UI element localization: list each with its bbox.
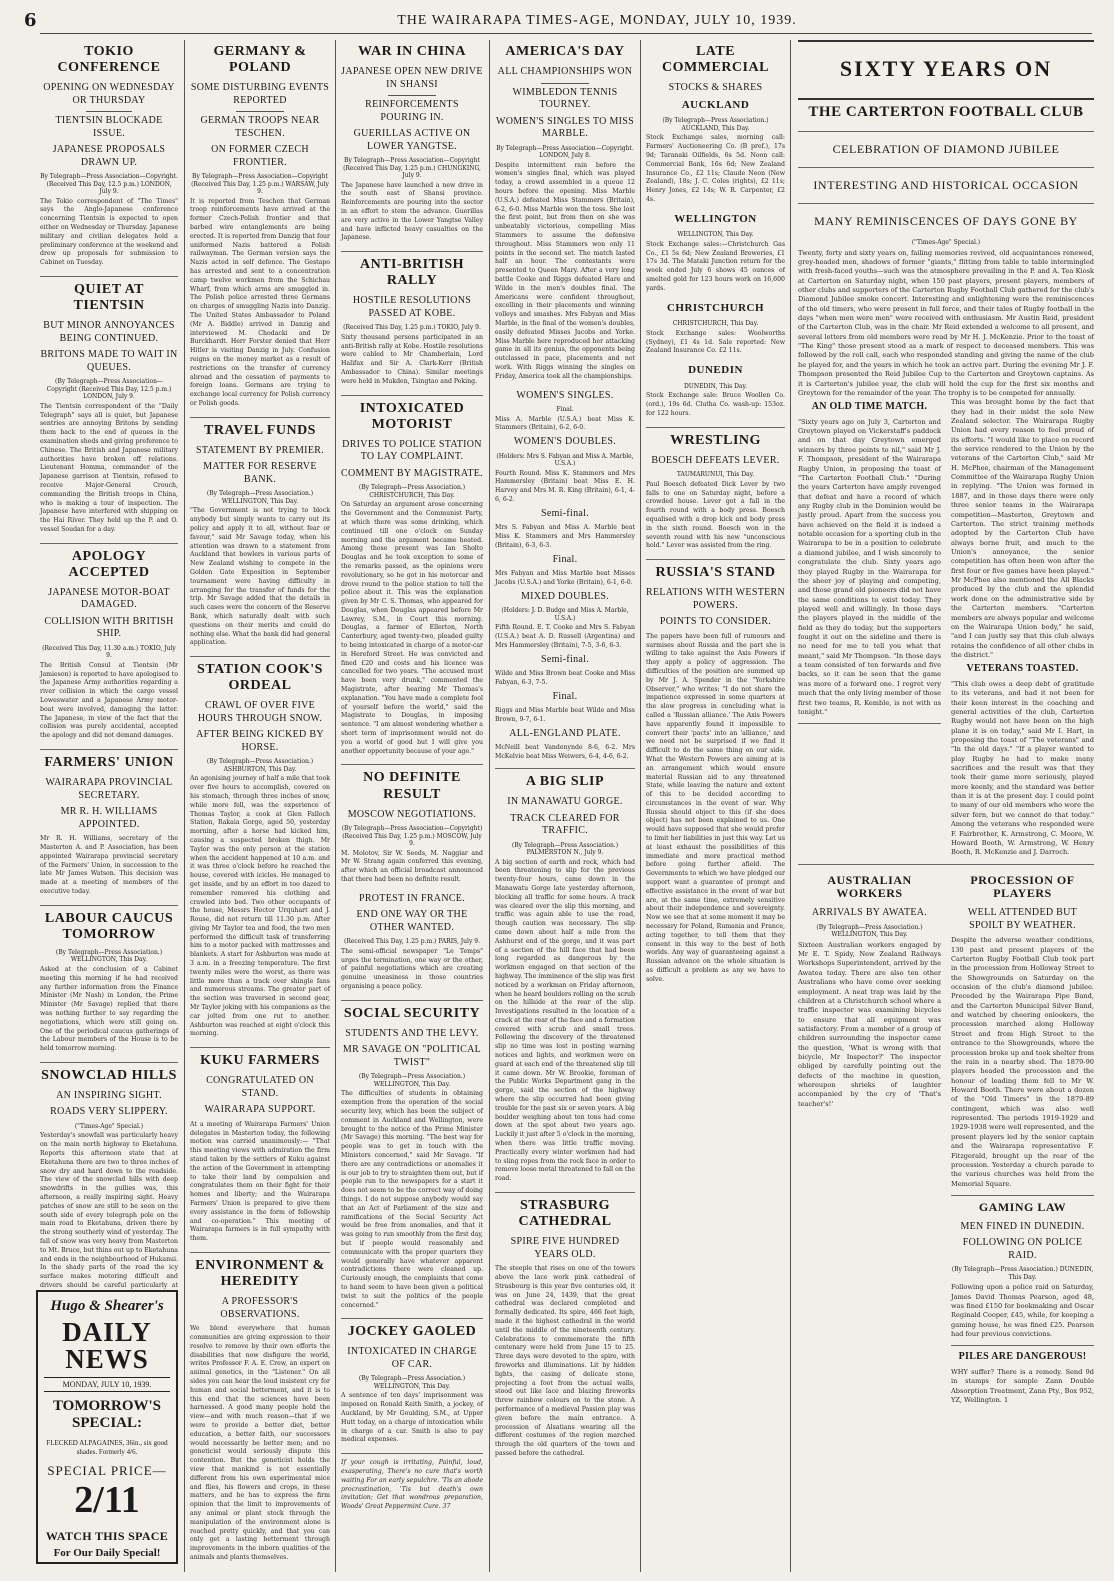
divider [190,1252,330,1253]
article-body: Stock Exchange sale: Bruce Woollen Co. (ord.), 19s 6d. Clutha Co. wash-up: 153oz. for 122 hours. [646,392,785,417]
divider [190,656,330,657]
column-1 [40,40,178,1290]
headline: FARMERS' UNION [44,755,174,771]
advert-watch: WATCH THIS SPACE [45,1528,169,1543]
article-body: The steeple that rises on one of the towers above the lace work pink cathedral of Strasbourg is this year five centuries old, it was on June 24, 1439, that the great cathedral was declared completed and formally dedicated. Its spire, 466 feet high, made it the highest cathedral in the world until the middle of the nineteenth century. Celebrations to commemorate the fifth centenary were held from June 15 to 25. Three days were devoted to the spire, with fireworks and illuminations. Lit by hidden lights, the casing of delicate stone, projecting a foot from the actual walls, stood out like lace and blazing fireworks threw rainbow colours on to the stone. A performance of a medieval Passion play was given before the main entrance. A procession of Alsatians wearing all the different costumes of the region marched through the old quarters of the town and passed before the cathedral. [495,1265,635,1457]
tennis-result-item [495,591,635,651]
article-protest-in-france [341,893,483,992]
result-text: Miss A. Marble (U.S.A.) beat Miss K. Stammers (Britain), 6-2, 6-0. [495,415,635,432]
byline: (By Telegraph—Press Association.) PALMERSTON N., July 9. [511,841,619,857]
byline: (By Telegraph—Press Association.) WELLINGTON, This Day. [55,948,163,964]
result-text: Mrs Fabyan and Miss Marble beat Misses Jacobs (U.S.A.) and Yorke (Britain), 6-1, 6-0. [495,570,635,586]
subheading: STOCKS & SHARES [668,82,763,94]
article-body: This was brought home by the fact that they had in their midst the sole New Zealand selector. The Wairarapa Rugby Union had every reason to feel proud of its efforts. "I would like to place on record the service rendered to the Union by the veterans of the Carterton Club," said Mr H. McPhee, chairman of the Management Committee of the Wairarapa Rugby Union in replying. "The Union was formed in 1887, and in those days there were only three senior teams in the Wairarapa competition—Masterton, Greytown and Carterton. The strict training methods adopted by the Carterton Club have always borne fruit, and much to the Union's annoyance, the senior competition has often been won after the first four or five games have been played." Mr McPhee also mentioned the All Blacks produced by the club and the splendid work done on the administrative side by the Carterton members. "Carterton members are always popular and welcome on the Wairarapa Union body," he said, "and I can justly say that this club always retains the confidence of all other clubs in the district." [951,398,1094,659]
subheading: WIMBLEDON TENNIS TOURNEY. [512,86,618,111]
tennis-result-item [495,654,635,688]
city-heading: CHRISTCHURCH [666,301,765,314]
article-late-commercial [646,44,785,205]
divider [341,1453,483,1454]
article-intoxicated-motorist [341,401,483,757]
result-heading: Final. [552,690,578,702]
advert-price: 2/11 [74,1478,140,1521]
hugo-shearer-advertisement [36,1290,178,1564]
article-body: The British Consul at Tientsin (Mr Jamieson) is reported to have apologised to the Japanese Army authorities regarding a river collision in which the cargo vessel Loweswater and a Japanese Army motor-boat were involved, damaging the latter. The Japanese, in view of the fact that the collision was purely accidental, accepted the apology and did not demand damages. [40,661,178,740]
article-snowclad-hills [40,1068,178,1300]
result-heading: Semi-final. [540,653,589,665]
advert-daily-special: For Our Daily Special! [53,1546,161,1559]
article-body: Asked at the conclusion of a Cabinet meeting this morning if he had received any further information from the Finance Minister (Mr Nash) in London, the Prime Minister (Mr Savage) replied that there was nothing further to say regarding the negotiations, which were still going on. One of the periodical caucus gatherings of the Labour members of the House is to be held tomorrow morning. [40,965,178,1053]
article-body: Yesterday's snowfall was particularly heavy on the main north highway to Eketahuna. Reports this afternoon state that at Eketahuna there are two to three inches of snow dry and hard down to the roadside. The view of the snowclad hills with deep snowdrifts in the gullies was, this afternoon, a really inspiring sight. Heavy patches of snow are still to be seen on the south side of every telegraph pole on the main road to Eketahuna, driven there by the strong southerly wind of yesterday. The fall of snow was very heavy from Masterton to Mt. Bruce, but thins out up to Eketahuna and ends in the neighbourhood of Hukanui. In the shady parts of the road the icy surface makes motoring difficult and drivers should be careful particularly at [40,1132,178,1290]
article-body: The Tientsin correspondent of the "Daily Telegraph" says all is quiet, but Japanese sentries are annoying Britons by sending them back to the end of queues in the examination sheds and giving preference to Chinese. The British and Japanese military authorities have broken off relations. Lieutenant Homma, commander of the Japanese garrison at Tientsin, refused to receive Major-General Crouch, commanding the British troops in China, who is making a tour of inspection. The Japanese have interfered with shipping on the Hai River. They held up the P. and O. vessel Soudan for a day. [40,402,178,533]
subheading: JAPANESE MOTOR-BOAT DAMAGED. [48,586,170,611]
article-body: Despite intermittent rain before the women's singles final, which was played today, a crowd assembled in a queue 12 hours before the opening. Miss Marble (U.S.A.) defeated Miss Stammers (Britain), 6-2, 6-0. Miss Marble won the toss. She lost the first point, but from then on she was unbeatably victorious, compelling Miss Stammers to assume the defensive throughout. Miss Stammers won only 11 points in the second set. The match lasted half an hour. The contestants were presented to Queen Mary. After a very long battle Cooke and Riggs defeated Hare and Wilde in the men's doubles final. The Americans were confident throughout, excelling in their placements and winning volleys and smashes. Mrs Fabyan and Miss Marble, in the final of the women's doubles, easily defeated Misses Jacobs and Yorke. Miss Marble here reproduced her attacking game in all its genius, the opponents being outclassed in pace, placements and net work. With Riggs winning the singles on Friday, America took all the championships. [495,161,635,380]
article-anti-british-rally [341,257,483,386]
subheading: WAIRARAPA SUPPORT. [204,1104,316,1116]
subheading: AFTER BEING KICKED BY HORSE. [196,729,324,753]
byline: (By Telegraph—Press Association.) DUNEDIN, This Day. [951,1266,1094,1281]
column-rule [790,40,791,1572]
column-rule [489,40,490,1572]
result-heading: ALL-ENGLAND PLATE. [509,727,621,739]
subheading: GERMAN TROOPS NEAR TESCHEN. [200,115,320,139]
article-environment-heredity [190,1258,330,1563]
subheading: BUT MINOR ANNOYANCES BEING CONTINUED. [43,320,175,344]
subheading: INTOXICATED IN CHARGE OF CAR. [347,1346,477,1370]
result-subheading: (Holders: Mrs S. Fabyan and Miss A. Marble, U.S.A.) [496,452,634,468]
byline: (Received This Day, 1.25 p.m.) PARIS, July 9. [344,938,480,946]
headline: LABOUR CAUCUS TOMORROW [44,910,174,942]
subheading: MATTER FOR RESERVE BANK. [203,461,317,485]
tennis-result-item [495,390,635,434]
headline: WRESTLING [670,432,761,448]
subheading: ROADS VERY SLIPPERY. [50,1106,168,1118]
article-body: We blend everywhere that human communities are giving expression to their resolve to remove by their own efforts the disabilities that now disfigure the world, writes Professor F. A. E. Crew, an expert on animal genetics, in the "Listener." On all sides you can hear the loud insistent cry for human and social betterment, and it is to this end that the sciences have been harnessed. A good many people hold the view—and with much reason—that if we were to provide a better diet, better education, a better faith, our successors would necessarily be better men; and no geneticist would seriously dispute this contention. But the geneticist holds the view that mankind is not essentially different from his own experimental mice and flies, his flowers and crops, in these matters, and he has to express the firm opinion that the limit to improvements of any animal or plant stock through the manipulation of the environment alone is reached pretty quickly, and that you can only get a lasting betterment through improvements in the inborn qualities of the animals and plants themselves. [190,1325,330,1561]
article-tokio-conference [40,44,178,268]
result-text: Riggs and Miss Marble beat Wilde and Miss Brown, 9-7, 6-1. [495,707,635,724]
subheading: WELL ATTENDED BUT SPOILT BY WEATHER. [967,907,1078,931]
article-body: Stock Exchange sales:—Christchurch Gas Co., £1 5s 6d; New Zealand Breweries, £1 17s 3d. The Mataki Junction return for the week ended July 6 shows 45 ounces of smelted gold for 123 hours work on 16,600 yards. [646,240,785,292]
subheading: MR R. H. WILLIAMS APPOINTED. [60,806,158,830]
article-body: The Japanese have launched a new drive in the south east of Shansi province. Reinforcements are pouring into the sector in an effort to stem the advance. Guerillas are very active in the Lower Yangtse Valley and have inflicted heavy casualties on the Japanese. [341,181,483,242]
two-column-body [798,398,1094,857]
subheading: STATEMENT BY PREMIER. [195,444,324,456]
subheading: A PROFESSOR'S OBSERVATIONS. [220,1296,300,1320]
article-body: M. Molotov, Sir W. Seeds, M. Naggiar and Mr W. Strang again conferred this evening, after which an official broadcast announced that there had been no definite result. [341,849,483,884]
headline: LATE COMMERCIAL [662,44,769,76]
byline: (By Telegraph—Press Association.) WELLINGTON, This Day. [358,1375,466,1390]
article-body: Paul Boesch defeated Dick Lever by two falls to one on Saturday night, before a crowded house. Lever got a fall in the fourth round with a body press. Boesch equalised with a drop kick and body press in the sixth round. Boesch won in the seventh round with his new "unconscious hold." Lever was assisted from the ring. [646,480,785,550]
result-text: Fourth Round. Miss K. Stammers and Mrs Hammersley (Britain) beat Miss E. H. Harvey and Mrs M. R. King (Britain), 6-1, 4-6, 6-2. [495,469,635,503]
article-body: Mr R. H. Williams, secretary of the Masterton A. and P. Association, has been appointed Wairarapa provincial secretary of the Farmers' Union, in succession to the late Mr James Watson. This decision was made at a meeting of members of the executive today. [40,835,178,895]
divider [341,395,483,396]
subheading: ALL CHAMPIONSHIPS WON [497,66,633,78]
subheading: VETERANS TOASTED. [966,663,1079,675]
byline: DUNEDIN, This Day. [683,382,748,390]
headline: SIXTY YEARS ON [839,56,1053,81]
headline: WAR IN CHINA [358,44,466,59]
subheading: REINFORCEMENTS POURING IN. [365,99,459,123]
subheading: IN MANAWATU GORGE. [507,796,623,808]
subheading: THE CARTERTON FOOTBALL CLUB [808,104,1084,120]
article-body: The semi-official newspaper "Le Temps" urges the termination, one way or the other, of painful negotiations which are creating genuine uneasiness in those countries organising a peace policy. [341,947,483,990]
city-heading: DUNEDIN [688,364,743,377]
result-heading: WOMEN'S DOUBLES. [513,436,617,448]
byline: TAUMARUNUI, This Day. [676,471,755,479]
article-travel-funds [190,423,330,648]
headline: QUIET AT TIENTSIN [73,282,145,314]
tennis-result-item [495,691,635,725]
section-wellington [646,213,785,294]
column-4 [495,40,635,1572]
column-rule [184,40,185,1572]
divider [40,276,178,277]
article-station-cooks-ordeal [190,662,330,1039]
article-body: Following upon a police raid on Saturday, James David Thomas Pearson, aged 48, was fined £150 for bookmaking and Oscar Reginald Cooper, £45, while, for keeping a gaming house, he was fined £25. Pearson had four previous convictions. [951,1283,1094,1339]
result-subheading: Final. [556,406,574,414]
article-russias-stand [646,565,785,984]
subheading: MOSCOW NEGOTIATIONS. [347,808,477,820]
byline: (By Telegraph—Press Association.) AUCKLAND, This Day. [662,117,769,132]
subheading: SOME DISTURBING EVENTS REPORTED [190,82,330,106]
subheading: AN INSPIRING SIGHT. [56,1089,162,1101]
byline: (By Telegraph—Press Association—Copyright) (Received This Day, 1.25 p.m.) MOSCOW, July 9. [341,825,483,848]
result-text: Wilde and Miss Brown beat Cooke and Miss Fabyan, 6-3, 7-5. [495,670,635,686]
divider [236,111,284,112]
two-column-body [798,870,1094,1406]
subheading: WAIRARAPA PROVINCIAL SECRETARY. [45,777,173,801]
subheading: CONGRATULATED ON STAND. [206,1075,314,1099]
article-labour-caucus [40,911,178,1054]
masthead [0,0,1114,36]
headline: INTOXICATED MOTORIST [359,400,465,432]
divider [341,1000,483,1001]
column-rule [640,40,641,1572]
article-body: At a meeting of Wairarapa Farmers' Union delegates in Masterton today, the following motion was carried unanimously:— "That this meeting views with admiration the firm stand taken by the settlers of Kuku against the action of the Government in attempting to take their land by compulsion and congratulates them on their fight for their homes and liberty; and the Wairarapa Farmers' Union is prepared to give them every assistance in the form of fellowship and co-operation." This meeting of Wairarapa farmers is in full sympathy with them. [190,1120,330,1243]
byline: By Telegraph—Press Association—Copyright. LONDON, July 8. [496,144,634,160]
divider [40,1062,178,1063]
article-body: The papers have been full of rumours and surmises about Russia and the part she is willing to take against the Axis Powers if they apply a policy of aggression. The difficulties of the position are summed up by Mr J. A. Spender in the "Yorkshire Observer," who writes: "I do not share the impatience expressed in some quarters at the slow progress in concluding what is called a 'Russian alliance.' The Axis Powers have apparently found it impossible to convert their 'pacts' into an 'alliance,' and we need not be surprised if we find it difficult to do the same thing on our side. What the Western Powers are aiming at is an arrangement which would ensure material Russian aid to any threatened State, while leaving the nature and extent of this to be decided according to circumstances in the event of war. Why Russia should object to this (if she does object) has not been explained to us. One would have supposed that she would prefer to limit her liabilities in just this way. Let us at least exhaust the possibilities of this immediate and more practical method before going further afield. The Governments to which we have pledged our support want a guarantee of prompt and effective assistance in the event of war but are, at the same time, extremely sensitive about their independence and sovereignty. Now we see that at some moment it may be necessary for Poland, Rumania and France, acting together, to tell them that they consent in this way to the best of both worlds. Any way of guaranteeing against a Russian advance on the whole situation is as difficult a problem as any we have to solve. [646,632,785,983]
subheading: MANY REMINISCENCES OF DAYS GONE BY [814,214,1078,228]
subheading: COMMENT BY MAGISTRATE. [341,467,483,479]
subheading: END ONE WAY OR THE OTHER WANTED. [356,909,468,933]
headline: RUSSIA'S STAND [655,565,776,581]
divider [190,1047,330,1048]
masthead-rule [40,33,1092,34]
result-subheading: (Holders: J. D. Budge and Miss A. Marble, U.S.A.) [501,607,629,622]
page-number: 6 [24,10,37,31]
sixty-years-header-box [798,40,1094,100]
divider [341,764,483,765]
divider [951,1195,1094,1196]
headline: SOCIAL SECURITY [343,1005,481,1021]
headline: A BIG SLIP [525,773,605,789]
left-subcolumn [798,870,941,1406]
headline: KUKU FARMERS [200,1053,320,1069]
result-heading: WOMEN'S SINGLES. [516,389,614,401]
subheading: RELATIONS WITH WESTERN POWERS. [646,587,785,611]
subheading: CRAWL OF OVER FIVE HOURS THROUGH SNOW. [197,700,323,724]
divider [40,543,178,544]
divider [341,1318,483,1319]
right-subcolumn [951,870,1094,1406]
tennis-results-list [495,390,635,762]
article-body: Sixty thousand persons participated in an anti-British rally at Kobe. Hostile resolutions were cabled to Mr Chamberlain, Lord Halifax and Sir A. Clark-Kerr (British Ambassador to China). Similar meetings were held in Mukden, Tsingtao and Peking. [341,333,483,385]
subheading: MEN FINED IN DUNEDIN. [960,1220,1085,1232]
advert-body: WHY suffer? There is a remedy. Send 9d in stamps for sample Zann Double Absorption Treatment, Zann Pty., Box 952, YZ, Wellington. 1 [951,1367,1094,1404]
divider [798,167,1094,168]
byline: CHRISTCHURCH, This Day. [672,320,759,328]
subheading: COLLISION WITH BRITISH SHIP. [44,615,174,640]
article-body: The Tokio correspondent of "The Times" says the Anglo-Japanese conference concerning Tientsin is expected to open either on Wednesday or Thursday. Japanese military and civilian delegates hold a preliminary conference at the weekend and drew up proposals for submission to Cabinet on Tuesday. [40,197,178,267]
subheading: CELEBRATION OF DIAMOND JUBILEE [832,142,1060,156]
subheading: GUERILLAS ACTIVE ON LOWER YANGTSE. [353,128,471,152]
headline: AUSTRALIAN WORKERS [827,872,912,901]
byline: ("Times-Age" Special.) [911,239,981,246]
subheading: STUDENTS AND THE LEVY. [345,1027,479,1039]
divider [798,864,1094,865]
article-germany-poland [190,44,330,409]
byline: (By Telegraph—Press Association.) CHRISTCHURCH, This Day. [358,484,466,499]
byline: By Telegraph—Press Association—Copyright (Received This Day, 1.25 p.m.) CHUNGKING, July 9. [343,157,481,180]
article-no-definite-result [341,770,483,884]
column-2 [190,40,330,1572]
tennis-result-item [495,508,635,551]
article-body: Despite the adverse weather conditions, 130 past and present players of the Carterton Rugby Football Club took part in the procession from Holloway Street to the Showgrounds on Saturday on the occasion of the club's diamond jubilee. Preceded by the Wairarapa Pipe Band, and the Carterton Municipal Silver Band, and watched by cheering onlookers, the procession marched along Holloway Street and from High Street to the entrance to the Showgrounds, where the procession broke up and took shelter from the rain in a nearby shed. The 1879-90 players headed the procession and the honour of leading them fell to Mr W. Howard Booth. There were about a dozen of the "Old Timers" in the 1879-89 contingent, which was also well represented. The periods 1919-1929 and 1929-1938 were well represented, and the present players led by the senior captain and the Wairarapa representative F. Fitzgerald, brought up the rear of the procession. Yesterday a church parade to the various churches was held from the Memorial Square. [951,936,1094,1188]
peppermint-cure-verse: If your cough is irritating, Painful, loud, exasperating, There's no cure that's worth waiting For an early sepulchre. 'Tis an abode procrastination, 'Tis but death's own invitation; Get that wondrous preparation, Woods' Great Peppermint Cure. 37 [341,1459,483,1511]
divider [86,111,133,112]
subheading: OPENING ON WEDNESDAY OR THURSDAY [43,82,175,106]
article-jockey-gaoled [341,1324,483,1445]
subheading: JAPANESE PROPOSALS DRAWN UP. [52,144,166,168]
divider [40,905,178,906]
article-wrestling [646,433,785,551]
article-body: The difficulties of students in obtaining exemption from the operation of the social security levy, which has been the subject of comment in Auckland and Wellington, were brought to the notice of the Prime Minister (Mr Savage) this morning. "The best way for people was to get in touch with the Ministers concerned," said Mr Savage. "If there are any contradictions or anomalies it is our job to try to straighten them out, but if people run to the newspapers for a start it does not seem to be the correct way of doing things. I do not suppose anybody would say that an Act of Parliament of the size and ramifications of the Social Security Act would be free from anomalies, and that it was going to run smoothly from the first day, but if people would reasonably and communicate with the proper quarters they would generally have whatever apparent contradictions there were cleaned up. Curiously enough, the complaints that come to hand seem to have been given a political twist to suit the politics of the people concerned." [341,1090,483,1309]
headline: TOKIO CONFERENCE [57,44,161,76]
subheading: PROTEST IN FRANCE. [358,892,466,904]
article-war-in-china [341,44,483,243]
newspaper-title: THE WAIRARAPA TIMES-AGE, MONDAY, JULY 10, 1939. [397,13,797,28]
headline: STATION COOK'S ORDEAL [197,662,323,694]
article-body: Twenty, forty and sixty years on, failing memories revived, old acquaintances renewed, grey-headed men, shadows of former "giants," flitting from table to table intermingled with fresh-faced youths—such was the atmosphere prevailing in the P. and A. Tea Kiosk at Carterton on Saturday night, when 150 past players, present players, members of other clubs and supporters of the Carterton Rugby Football Club gathered for the club's Diamond Jubilee smoke concert. Interesting and enlightening were the reminiscences of the old timers, who were present in full force, and their tales of Rugby football in the days "when men were men" were received with enthusiasm. Mr Austin Reid, president of the Carterton Club, was in the chair. Mr Reid extended a welcome to all present, and several letters from old members were read by Mr H. J. McKenzie. Prior to the toast of "The King" those present stood as a mark of respect to deceased members. This was followed by the roll call, each who responded standing and giving the name of the club he played for, and the years in which he took an active part. During the evening Mr J. F. Thompson presented the Reid Jubilee Cup to the Carterton and Greytown captains. As it is Carterton's jubilee year, the club will hold the cup for the first six months and Greytown for the remainder of the year. The trophy is to be competed for annually. [798,248,1094,397]
result-text: McNeill beat Vandenynde 8-6, 6-2. Mrs McKelvie beat Miss Weiwers, 6-4, 4-6, 6-2. [495,744,635,761]
advert-special-label: SPECIAL PRICE— [47,1462,167,1478]
article-apology-accepted [40,549,178,741]
divider [341,251,483,252]
byline: (By Telegraph—Press Association—Copyright (Received This Day, 12.5 p.m.) LONDON, July 9. [46,378,172,401]
city-heading: WELLINGTON [674,212,757,225]
byline: (Received This Day, 11.30 a.m.) TOKIO, July 9. [42,644,176,660]
result-heading: Final. [552,553,578,565]
divider [541,83,589,84]
column-5 [646,40,785,1572]
headline: NO DEFINITE RESULT [363,770,461,802]
article-body: Sixteen Australian workers engaged by Mr E. T. Spidy, New Zealand Railways Workshops Superintendent, arrived by the Awatea today. There are also ten other Australians who have come over seeking employment. A neat trap was laid by the children at a Christchurch school where a traffic inspector was examining bicycles to ensure that all equipment was satisfactory. From a member of a group of children surrounding the inspector came the question, 'What is wrong with that bicycle, Mr Inspector?' The inspector obliged by carefully pointing out the defects of the machine in question, whereupon shrieks of laughter accompanied by the cry of 'That's teacher's!' [798,940,941,1108]
article-social-security [341,1006,483,1311]
right-subcolumn [951,398,1094,857]
headline: SNOWCLAD HILLS [41,1067,177,1083]
article-strasburg-cathedral [495,1198,635,1459]
subheading: JAPANESE OPEN NEW DRIVE IN SHANSI [341,66,483,90]
city-heading: AUCKLAND [681,98,750,111]
headline: GAMING LAW [978,1199,1067,1214]
section-christchurch [646,302,785,357]
byline: (By Telegraph—Press Association.) ASHBURTON, This Day. [206,758,314,773]
byline: WELLINGTON, This Day. [677,231,754,239]
divider [495,1192,635,1193]
divider [190,417,330,418]
subheading: TIENTSIN BLOCKADE ISSUE. [55,115,163,139]
section-dunedin [646,364,785,419]
divider [40,749,178,750]
byline: By Telegraph—Press Association—Copyright. (Received This Day, 12.5 p.m.) LONDON, July 9. [40,173,178,196]
article-body: On Saturday an argument arose concerning the Government and the Communist Party, at which there was some drinking, which continued till one o'clock on Sunday morning and the argument became heated. Among those present was Ian Sholto Douglas and he took exception to some of the remarks passed, as the opinions were revolutionary, so he got in his motorcar and drove round to the police station to tell the police about it. This was the explanation given by Mr C. S. Thomas, who appeared for Douglas, when Douglas appeared before Mr Lawrey, S.M., in Court this morning. Douglas, a farmer of Ellerton, North Canterbury, aged twenty-two, pleaded guilty to being intoxicated in charge of a motor-car in Hereford Street. He was convicted and fined £20 and costs and his licence was cancelled for two years. "The accused must have been very drunk," commented the Magistrate, after hearing Mr Thomas's explanation. "You have made a complete fool of yourself before the world," said the Magistrate to Douglas, in imposing sentence. "I am almost wondering whether a short term of imprisonment would not do you a world of good but I will give you another opportunity because of your age." [341,501,483,755]
divider [646,427,785,428]
subheading: HOSTILE RESOLUTIONS PASSED AT KOBE. [352,295,472,319]
subheading: BOESCH DEFEATS LEVER. [651,454,780,466]
headline: GERMANY & POLAND [213,44,307,76]
subheading: AN OLD TIME MATCH. [811,401,928,413]
divider [388,95,436,96]
divider [646,559,785,560]
result-heading: MIXED DOUBLES. [520,590,610,602]
advert-firm-name: Hugo & Shearer's [50,1298,164,1314]
byline: (By Telegraph—Press Association.) WELLINGTON, This Day. [816,923,923,939]
article-body: An agonising journey of half a mile that took over five hours to accomplish, covered on his stomach, through three inches of snow, while more fell, was the experience of Thomas Taylor, a cook at Glen Falloch Station, Rakaia Gorge, aged 50, yesterday morning, after a horse had kicked him, causing a suspected broken thigh. Mr Taylor was the only person at the station when the accident happened at 10 a.m. and it was three o'clock before he reached the house, covered with icicles. He managed to get inside, and by an effort in too dazed to remember removed his clothing and crawled into bed. Two other occupants of the house, Messrs Hector Urquhart and J. Rouse, did not return till 11.30 p.m. After giving Mr Taylor tea and food, the two men performed the difficult task of transferring him to a motor packed with mattresses and blankets. A start for Ashburton was made at 3 a.m. in a freezing temperature. The first twenty miles were the worst, as there was little more than a track over shingle fans and numerous streams. The greater part of the section was traversed in second gear, Mr Taylor joking with his companions as the car jolted from one rut to another. Ashburton was reached at eight o'clock this morning. [190,775,330,1038]
advert-date: MONDAY, JULY 10, 1939. [44,1377,170,1392]
headline: AMERICA'S DAY [505,44,625,59]
byline: (By Telegraph—Press Association.) WELLINGTON, This Day. [206,490,314,505]
subheading: BRITONS MADE TO WAIT IN QUEUES. [40,349,178,373]
subheading: TRACK CLEARED FOR TRAFFIC. [510,812,620,837]
article-kuku-farmers [190,1053,330,1244]
subheading: MR SAVAGE ON "POLITICAL TWIST" [342,1044,482,1068]
headline: STRASBURG CATHEDRAL [518,1198,612,1230]
column-rule [335,40,336,1572]
divider [798,723,941,724]
article-farmers-union [40,755,178,897]
result-heading: Semi-final. [540,507,589,519]
divider [951,1345,1094,1346]
article-body: A big section of earth and rock, which had been threatening to slip for the previous twenty-four hours, came down in the Manawatu Gorge late yesterday afternoon, blocking all traffic for some hours. A track was cleared over the slip this morning, and traffic was again able to use the road, though caution was necessary. The slip came down about half a mile from the Ashhurst end of the gorge, and it was part of a section of the hill face that had been long regarded as dangerous by the workmen engaged on that section of the highway. The imminence of the slip was first noticed by a workman on Friday afternoon, when he heard boulders rolling on the scrub on the hillside at the rear of the slip. Investigations resulted in the location of a crack at the rear of the face and a formation covered with scrub and small trees. Following the discovery of the threatened slip no time was lost in posting warning notices and lights, and workmen were on guard at each end of the threatened slip till it came down. Mr W. Brookie, foreman of the Public Works Department gang in the gorge, said the section of the highway where the slip occurred had been giving trouble for the past six or seven years. A big boulder weighing about ten tons had come down at the spot about two years ago. Luckily it just after 5 o'clock in the morning, when there was little traffic moving. Practically every winter workmen had had to sling ropes from the rock face in order to remove loose metal threatened to fall on the road. [495,858,635,1183]
result-text: Mrs S. Fabyan and Miss A. Marble beat Miss K. Stammers and Mrs Hammersley (Britain), 6-3, 6-3. [495,524,635,549]
result-text: Fifth Round. E. T. Cooke and Mrs S. Fabyan (U.S.A.) beat A. D. Russell (Argentina) and Mrs Hammersley (Britain), 7-5, 3-6, 6-3. [495,624,635,649]
subheading: INTERESTING AND HISTORICAL OCCASION [813,178,1079,192]
byline: By Telegraph—Press Association—Copyright (Received This Day, 1.25 p.m.) WARSAW, July 9. [191,173,329,196]
article-americas-day [495,44,635,382]
headline: TRAVEL FUNDS [204,422,316,438]
article-body: Stock Exchange sales: Woolworths (Sydney), £1 4s 1d. Sale reported: New Zealand Insurance Co. £2 11s. [646,329,785,355]
subheading: PILES ARE DANGEROUS! [958,1351,1087,1363]
divider [798,203,1094,204]
subheading: DRIVES TO POLICE STATION TO LAY COMPLAINT. [342,438,482,463]
subheading: WOMEN'S SINGLES TO MISS MARBLE. [495,115,635,140]
left-subcolumn [798,398,941,857]
tennis-result-item [495,436,635,505]
article-quiet-at-tientsin [40,282,178,535]
divider [495,768,635,769]
headline: JOCKEY GAOLED [347,1324,477,1340]
advert-title: DAILY NEWS [62,1317,152,1374]
subheading: FOLLOWING ON POLICE RAID. [962,1237,1083,1261]
article-body: "Sixty years ago on July 3, Carterton and Greytown played on Vickerstaff's paddock and on that day Greytown emerged winners by three points to nil," said Mr J. F. Thompson, president of the Wairarapa Rugby Union, in proposing the toast of "The Carterton Football Club." "During the years Carterton have amply revenged that defeat and have a record of which any Rugby club in the Dominion would be justly proud. Apart from the success you have achieved on the field it is indeed a notable occasion for a sporting club in the Wairarapa to be in a position to celebrate a diamond jubilee, and I wish sincerely to congratulate the club. Sixty years ago they played Rugby in the Wairarapa for the sheer joy of playing and competing, and those grand old pioneers did not have the same conditions to exist today. They played well and willingly. In those days the players played in the middle of the field as they do today, but the supporters fought it out on the sideline and there is no need for me to tell you what that meant," said Mr Thompson. "In those days a team consisted of ten forwards and five backs, so it can be seen that the game was more of a forward one. I regret very much that the only living member of those first two teams, R. Kemble, is not with us tonight." [798,417,941,716]
byline: (By Telegraph—Press Association.) WELLINGTON, This Day. [358,1073,466,1088]
tennis-result-item [495,728,635,762]
subheading: SPIRE FIVE HUNDRED YEARS OLD. [510,1236,620,1260]
article-body: "The Government is not trying to block anybody but simply wants to carry out its policy and apply it to all, without fear or favour," said Mr Savage today, when his attention was drawn to a statement from Auckland that bowlers in various parts of New Zealand wishing to compete in the Golden Gate Exposition in September tournament were having difficulty in arranging for the transfer of funds for the trip. Mr Savage added that the details in such cases were the concern of the Reserve Bank, which naturally dealt with such questions on their merits and could do nothing else. What the bank did had general application. [190,507,330,647]
article-a-big-slip [495,774,635,1184]
column-3 [341,40,483,1572]
article-body: Stock Exchange sales, morning call: Farmers' Auctioneering Co. (B pref.), 17s 9d; Taranaki Oilfields, 6s 5d. Noon call: Commercial Bank, 16s 6d; New Zealand Insurance Co., £2 11s; Claude Neon (New Zealand), 18s; J. C. Coles (rights), £2 11s; Henry Jones, £2 14s; W. R. Carpenter, £2 4s. [646,134,785,203]
tennis-result-item [495,554,635,588]
article-body: A sentence of ten days' imprisonment was imposed on Ronald Keith Smith, a jockey, of Auckland, by Mr Goulding, S.M., at Upper Hutt today, on a charge of intoxication while in charge of a car. Smith is also to pay medical expenses. [341,1392,483,1444]
advert-description: FLECKED ALPAGAINES, 36in., six good shades. Formerly 4/6. [46,1438,168,1456]
byline: (Received This Day, 1.25 p.m.) TOKIO, July 9. [343,324,481,332]
byline: ("Times-Age" Special.) [74,1122,144,1130]
divider [798,131,1094,132]
headline: APOLOGY ACCEPTED [68,548,150,580]
headline: PROCESSION OF PLAYERS [970,872,1075,901]
subheading: POINTS TO CONSIDER. [659,616,772,628]
article-body: "This club owes a deep debt of gratitude to its veterans, and had it not been for their keen interest in the coaching and general activities of the club, Carterton Rugby would not have been on the high plane it is on today," said Mr I. Hart, in proposing the toast of "The veterans" and "In the old days." "If a player wanted to play Rugby he had to make many sacrifices and the result was that they took their game more seriously, played more keenly, and the standard was better than it is at the present day. I could point to many of our old members who wore the silver fern, but we cannot do that today." Among the veterans who responded were F. Fairbrother, K. Armstrong, C. Moore, W. Howard Booth, W. Armstrong, W. Henry Booth, R. McKenzie and J. Darroch. [951,679,1094,857]
headline: ENVIRONMENT & HEREDITY [195,1258,325,1290]
column-6-sixty-years-on [798,40,1094,1572]
advert-headline: TOMORROW'S SPECIAL: [52,1398,162,1432]
headline: ANTI-BRITISH RALLY [359,257,465,289]
article-body: It is reported from Teschen that German troop reinforcements have arrived at the former Czech-Polish frontier and that barbed wire entanglements are being erected. It is reported from Danzig that four uniformed Nazis battered a Polish railwayman. The German version says the Nazis acted in self defence. The Gestapo has arrested and sent to a concentration camp twelve workmen from the Schichau Wharf, from which arms are smuggled in. The Polish police arrested three Germans on charges of smuggling Nazis into Danzig. The United States Ambassador to Poland (Mr A. Biddle) arrived in Danzig and interviewed M. Chodacki and Dr Burckhardt. Herr Forster denied that Herr Hitler is visiting Danzig in July. Confusion reigns on the money market as a result of restrictions on the transfer of currency abroad and the cessation of payments to foreign loans. Germans are trying to exchange local currency for Polish currency or Polish goods. [190,197,330,408]
subheading: ON FORMER CZECH FRONTIER. [211,144,309,168]
subheading: ARRIVALS BY AWATEA. [811,907,928,919]
